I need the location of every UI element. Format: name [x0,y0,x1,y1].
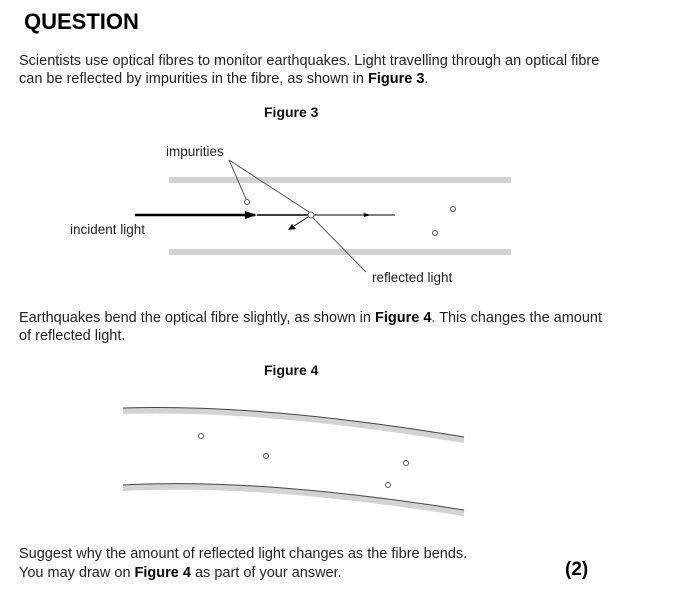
bend-line-2: of reflected light. [19,328,126,344]
task-line-2-end: as part of your answer. [190,565,342,581]
figure4-reference: Figure 4 [375,310,432,326]
task-line-1: Suggest why the amount of reflected light changes as the fibre bends. [19,546,468,562]
reflected-light-pointer [313,218,366,272]
reflected-arrowhead [288,224,296,230]
fibre-bottom-wall [169,249,511,255]
incident-arrowhead [245,211,257,219]
marks-badge: (2) [565,559,589,580]
task-line-2: You may draw on [19,565,135,581]
impurity-particle [199,434,204,439]
impurity-particle [264,454,269,459]
incident-light-label: incident light [70,222,146,237]
impurities-label: impurities [166,144,224,159]
impurity-particle [308,212,314,218]
figure3-diagram [70,144,511,285]
intro-line-2: can be reflected by impurities in the fibre, as shown in [19,71,368,87]
bend-paragraph [19,309,619,345]
figure4-reference: Figure 4 [134,565,191,581]
intro-line-2-end: . [424,71,429,87]
impurity-particle [433,231,438,236]
transmitted-arrowhead [364,213,371,217]
figure4-diagram [123,407,464,513]
intro-line-1: Scientists use optical fibres to monitor earthquakes. Light travelling through an optical fibre [19,53,600,69]
figure3-caption: Figure 3 [264,104,319,120]
task-paragraph [19,545,619,583]
fibre-top-wall [169,177,511,183]
impurity-particle [386,483,391,488]
impurity-particle [451,207,456,212]
figure3-reference: Figure 3 [367,71,425,87]
bend-line-1-end: . This changes the amount [431,310,603,326]
figure4-caption: Figure 4 [264,362,319,378]
impurities-pointer [229,160,309,212]
bend-line-1: Earthquakes bend the optical fibre slightly, as shown in [19,310,375,326]
impurity-particle [404,461,409,466]
reflected-light-label: reflected light [372,270,453,285]
bent-fibre-bottom-wall [123,487,464,513]
question-heading: QUESTION [24,9,139,34]
impurity-particle [245,200,250,205]
